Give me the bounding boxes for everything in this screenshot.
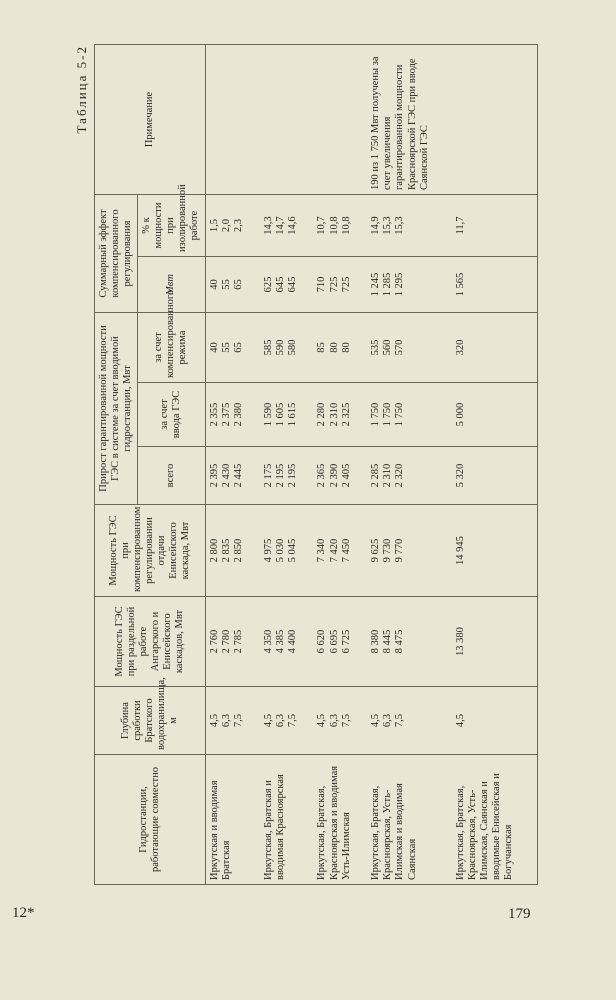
cell-increase-total: 5 320 bbox=[452, 447, 537, 505]
cell-increase-compensated: 585 590 580 bbox=[260, 313, 314, 383]
data-table bbox=[94, 44, 538, 885]
cell-increase-compensated: 85 80 80 bbox=[313, 313, 367, 383]
cell-power-separate: 13 380 bbox=[452, 597, 537, 687]
cell-station: Иркутская и вводимая Братская bbox=[205, 755, 260, 885]
header-depth: Глубина сработки Братского водохранилища, м bbox=[95, 687, 206, 755]
cell-note bbox=[205, 45, 260, 195]
cell-increase-total: 2 175 2 195 2 195 bbox=[260, 447, 314, 505]
header-note: Примечание bbox=[95, 45, 206, 195]
cell-note bbox=[260, 45, 314, 195]
table-row bbox=[367, 45, 452, 885]
cell-note bbox=[452, 45, 537, 195]
cell-increase-input: 2 355 2 375 2 380 bbox=[205, 383, 260, 447]
cell-depth: 4,5 6,3 7,5 bbox=[205, 687, 260, 755]
header-effect-mw: Мвт bbox=[138, 257, 205, 313]
header-power-separate: Мощность ГЭС при раздельной работе Ангарского и Енисейского каскадов, Мвт bbox=[95, 597, 206, 687]
cell-depth: 4,5 6,3 7,5 bbox=[367, 687, 452, 755]
header-increase-group: Прирост гарантированной мощности ГЭС в системе за счет вводимой гидростанции, Мвт bbox=[95, 313, 138, 505]
cell-power-compensated: 7 340 7 420 7 450 bbox=[313, 505, 367, 597]
table-row bbox=[260, 45, 314, 885]
cell-station: Иркутская, Братская и вводимая Красноярская bbox=[260, 755, 314, 885]
table-row bbox=[205, 45, 260, 885]
header-stations: Гидростанции, работающие совместно bbox=[95, 755, 206, 885]
table-row bbox=[313, 45, 367, 885]
signature-mark: 12* bbox=[12, 905, 35, 921]
table-row bbox=[452, 45, 537, 885]
cell-increase-input: 5 000 bbox=[452, 383, 537, 447]
cell-power-compensated: 2 800 2 835 2 850 bbox=[205, 505, 260, 597]
cell-depth: 4,5 6,3 7,5 bbox=[313, 687, 367, 755]
cell-effect-mw: 1 565 bbox=[452, 257, 537, 313]
cell-effect-mw: 40 55 65 bbox=[205, 257, 260, 313]
cell-power-separate: 2 760 2 780 2 785 bbox=[205, 597, 260, 687]
cell-power-compensated: 4 975 5 030 5 045 bbox=[260, 505, 314, 597]
cell-increase-total: 2 395 2 430 2 445 bbox=[205, 447, 260, 505]
cell-increase-input: 2 280 2 310 2 325 bbox=[313, 383, 367, 447]
cell-note: 190 из 1 750 Мвт получены за счет увеличения гарантированной мощности Красноярской ГЭС при вводе Саянской ГЭС bbox=[367, 45, 452, 195]
cell-increase-compensated: 40 55 65 bbox=[205, 313, 260, 383]
cell-power-compensated: 9 625 9 730 9 770 bbox=[367, 505, 452, 597]
cell-power-separate: 8 380 8 445 8 475 bbox=[367, 597, 452, 687]
cell-effect-mw: 625 645 645 bbox=[260, 257, 314, 313]
header-increase-input: за счет ввода ГЭС bbox=[138, 383, 205, 447]
cell-station: Иркутская, Братская, Красноярская, Усть-Илимская и вводимая Саянская bbox=[367, 755, 452, 885]
cell-increase-total: 2 365 2 390 2 405 bbox=[313, 447, 367, 505]
rotated-table-region bbox=[74, 45, 538, 885]
header-effect-group: Суммарный эффект компенсированного регулирования bbox=[95, 195, 138, 313]
cell-increase-input: 1 590 1 605 1 615 bbox=[260, 383, 314, 447]
cell-depth: 4,5 6,3 7,5 bbox=[260, 687, 314, 755]
cell-power-separate: 4 350 4 385 4 400 bbox=[260, 597, 314, 687]
cell-effect-mw: 1 245 1 285 1 295 bbox=[367, 257, 452, 313]
cell-effect-mw: 710 725 725 bbox=[313, 257, 367, 313]
header-power-compensated: Мощность ГЭС при компенсированном регулировании отдачи Енисейского каскада, Мвт bbox=[95, 505, 206, 597]
cell-effect-percent: 10,7 10,8 10,8 bbox=[313, 195, 367, 257]
header-effect-percent: % к мощности при изолированной работе bbox=[138, 195, 205, 257]
cell-increase-input: 1 750 1 750 1 750 bbox=[367, 383, 452, 447]
cell-effect-percent: 14,3 14,7 14,6 bbox=[260, 195, 314, 257]
page-number: 179 bbox=[508, 906, 531, 922]
cell-station: Иркутская, Братская, Красноярская и вводимая Усть-Илимская bbox=[313, 755, 367, 885]
cell-increase-compensated: 535 560 570 bbox=[367, 313, 452, 383]
cell-station: Иркутская, Братская, Красноярская, Усть-Илимская, Саянская и вводимые Енисейская и Богучанская bbox=[452, 755, 537, 885]
cell-depth: 4,5 bbox=[452, 687, 537, 755]
cell-effect-percent: 14,9 15,3 15,3 bbox=[367, 195, 452, 257]
cell-effect-percent: 11,7 bbox=[452, 195, 537, 257]
cell-increase-total: 2 285 2 310 2 320 bbox=[367, 447, 452, 505]
cell-increase-compensated: 320 bbox=[452, 313, 537, 383]
header-increase-compensated: за счет компенсированного режима bbox=[138, 313, 205, 383]
cell-effect-percent: 1,5 2,0 2,3 bbox=[205, 195, 260, 257]
header-increase-total: всего bbox=[138, 447, 205, 505]
cell-power-separate: 6 620 6 695 6 725 bbox=[313, 597, 367, 687]
cell-power-compensated: 14 945 bbox=[452, 505, 537, 597]
table-caption: Таблица 5-2 bbox=[74, 45, 89, 134]
cell-note bbox=[313, 45, 367, 195]
